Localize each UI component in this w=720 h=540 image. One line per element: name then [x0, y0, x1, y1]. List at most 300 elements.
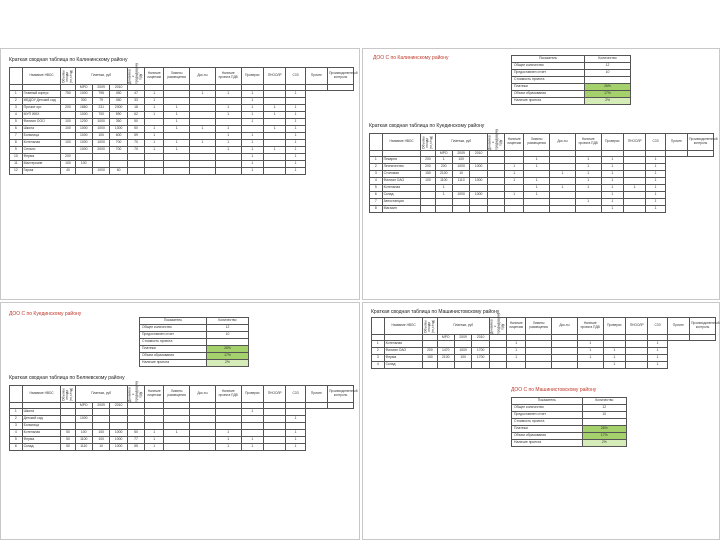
table-cell: 6: [10, 126, 23, 133]
table-cell: Котельная: [22, 430, 61, 437]
table-cell: 1: [164, 112, 190, 119]
header-cell: СЗЗ: [286, 68, 305, 85]
table-cell: [61, 147, 75, 154]
table-cell: [164, 161, 190, 168]
header-cell: Лимиты размещения: [164, 68, 190, 85]
table-cell: 1: [646, 206, 665, 213]
table-cell: 231: [92, 105, 109, 112]
table-cell: 1: [524, 192, 550, 199]
table-cell: [624, 178, 646, 185]
table-cell: [552, 362, 578, 369]
sheet-title: Краткая сводная таблица по Калининскому району: [9, 57, 128, 63]
table-cell: 1000: [75, 126, 92, 133]
table-cell: 1700: [472, 355, 489, 362]
table-cell: 1: [286, 444, 305, 451]
subheader-cell: 2009: [92, 85, 109, 91]
table-cell: [110, 409, 127, 416]
table-cell: [487, 171, 504, 178]
legend-row: [512, 440, 627, 447]
table-cell: [524, 206, 550, 213]
table-row: [10, 147, 354, 154]
header-cell: Наличие проекта ПДВ: [215, 68, 241, 85]
table-cell: [507, 362, 526, 369]
table-cell: 1110: [75, 444, 92, 451]
table-cell: 1: [286, 119, 305, 126]
table-cell: 1: [550, 171, 576, 178]
table-row: [372, 341, 716, 348]
table-cell: 1: [648, 348, 667, 355]
legend-row: [512, 91, 631, 98]
table-row: [370, 178, 714, 185]
legend-value: 12: [206, 325, 248, 332]
table-cell: 7: [370, 199, 383, 206]
table-cell: 1700: [472, 348, 489, 355]
legend-value: 2%: [582, 440, 626, 447]
table-cell: 1: [524, 164, 550, 171]
header-cell: Производственный контроль: [688, 134, 714, 151]
table-cell: [190, 416, 216, 423]
table-cell: [164, 91, 190, 98]
table-cell: 1: [190, 91, 216, 98]
table-cell: [145, 161, 164, 168]
table-row: [10, 437, 354, 444]
table-cell: 55: [127, 444, 144, 451]
table-row: [370, 206, 714, 213]
table-cell: [190, 105, 216, 112]
legend-header-cell: Показатель: [512, 398, 583, 405]
table-cell: 1000: [110, 430, 127, 437]
legend-table: [511, 55, 631, 105]
table-cell: 1: [575, 185, 601, 192]
table-cell: Ферма: [384, 355, 423, 362]
subheader-cell: 2010: [470, 151, 487, 157]
table-cell: [215, 119, 241, 126]
table-cell: 1: [145, 444, 164, 451]
header-cell: ПНООЛР: [264, 68, 286, 85]
legend-row: [512, 433, 627, 440]
table-cell: 1: [601, 178, 623, 185]
table-cell: [264, 140, 286, 147]
table-cell: 1: [286, 416, 305, 423]
table-cell: 18: [127, 105, 144, 112]
table-cell: 1: [601, 157, 623, 164]
table-cell: 1: [145, 430, 164, 437]
table-cell: [487, 185, 504, 192]
table-cell: 1: [646, 178, 665, 185]
table-cell: 1: [286, 112, 305, 119]
header-cell: Название НВОС: [382, 134, 421, 151]
legend-row: [140, 353, 249, 360]
table-cell: 200: [61, 105, 75, 112]
table-row: [10, 91, 354, 98]
legend-header-row: [512, 56, 631, 63]
header-cell: Платежи, руб: [75, 68, 127, 85]
table-cell: [264, 154, 286, 161]
legend-row: [140, 360, 249, 367]
table-cell: 1860: [75, 105, 92, 112]
table-cell: [190, 133, 216, 140]
table-cell: Филиал ОАО: [384, 348, 423, 355]
legend-value: 10: [582, 412, 626, 419]
header-cell: СЗЗ: [286, 386, 305, 403]
table-cell: Склад: [384, 362, 423, 369]
header-cell: Наличие проекта ПДВ: [577, 318, 603, 335]
table-cell: 1000: [75, 147, 92, 154]
table-cell: [241, 126, 263, 133]
table-cell: 1: [215, 112, 241, 119]
table-cell: 200: [421, 164, 435, 171]
table-row: [372, 355, 716, 362]
table-cell: [145, 119, 164, 126]
header-cell: [372, 318, 385, 335]
table-cell: Склад: [382, 192, 421, 199]
table-cell: [505, 185, 524, 192]
table-cell: [524, 171, 550, 178]
table-cell: 350: [110, 119, 127, 126]
table-row: [370, 171, 714, 178]
table-cell: [190, 430, 216, 437]
table-cell: Котельная: [384, 341, 423, 348]
table-cell: 5: [10, 119, 23, 126]
legend-value: 10: [206, 332, 248, 339]
table-cell: 1: [507, 355, 526, 362]
legend-header-row: [512, 398, 627, 405]
table-cell: 1: [215, 126, 241, 133]
table-cell: 1110: [452, 178, 469, 185]
legend-label: Платежи: [512, 84, 585, 91]
table-cell: [264, 430, 286, 437]
header-cell: Название НВОС: [384, 318, 423, 335]
table-cell: [127, 423, 144, 430]
table-cell: 4: [10, 430, 23, 437]
table-cell: [550, 199, 576, 206]
table-cell: [127, 154, 144, 161]
header-cell: СЗЗ: [648, 318, 667, 335]
table-cell: [470, 199, 487, 206]
table-cell: 6: [10, 444, 23, 451]
header-cell: Наличие проекта ПДВ: [575, 134, 601, 151]
header-cell: ПНООЛР: [264, 386, 286, 403]
table-cell: 1: [286, 147, 305, 154]
table-cell: 1: [435, 157, 452, 164]
table-cell: [264, 119, 286, 126]
table-cell: [454, 341, 471, 348]
table-cell: 1000: [75, 112, 92, 119]
header-cell: Динамика к предыдущему году: [127, 68, 144, 85]
legend-table: [139, 317, 249, 367]
table-cell: 2100: [437, 355, 454, 362]
table-cell: Главный корпус: [22, 91, 61, 98]
legend-label: Общее количество: [512, 405, 583, 412]
table-cell: 590: [110, 112, 127, 119]
table-cell: 700: [110, 147, 127, 154]
table-cell: [92, 416, 109, 423]
table-cell: 1: [577, 341, 603, 348]
table-cell: [489, 348, 506, 355]
table-cell: [241, 430, 263, 437]
header-cell: Производственный контроль: [690, 318, 716, 335]
table-cell: 2: [10, 98, 23, 105]
table-cell: [550, 164, 576, 171]
header-cell: Объемы отхода (тн,т/год): [421, 134, 435, 151]
table-cell: 1: [10, 91, 23, 98]
table-cell: [286, 409, 305, 416]
table-cell: [505, 157, 524, 164]
table-cell: 1000: [452, 192, 469, 199]
table-cell: 1100: [435, 178, 452, 185]
table-cell: 1: [241, 105, 263, 112]
table-cell: 100: [75, 161, 92, 168]
table-cell: [164, 444, 190, 451]
legend-row: [512, 405, 627, 412]
table-cell: [505, 206, 524, 213]
table-cell: [61, 98, 75, 105]
table-cell: 1: [286, 161, 305, 168]
legend-value: 12: [585, 63, 631, 70]
table-cell: 100: [61, 161, 75, 168]
table-cell: [437, 341, 454, 348]
table-cell: [423, 362, 437, 369]
table-cell: [92, 154, 109, 161]
table-cell: 1: [524, 157, 550, 164]
sheet-kuedinsky: [362, 48, 720, 300]
table-cell: Склад: [22, 444, 61, 451]
table-cell: 79: [92, 98, 109, 105]
table-cell: 1: [264, 147, 286, 154]
table-cell: 1: [215, 437, 241, 444]
table-cell: МУП ЖКХ: [22, 112, 61, 119]
table-cell: 50: [127, 119, 144, 126]
table-cell: 300: [75, 98, 92, 105]
legend-value: 2%: [585, 98, 631, 105]
table-cell: Пекарня: [382, 157, 421, 164]
table-cell: 1000: [454, 348, 471, 355]
table-cell: [505, 199, 524, 206]
legend-value: 17%: [206, 353, 248, 360]
legend-row: [512, 419, 627, 426]
sheet-mashinistovsky: [362, 302, 720, 540]
table-cell: 1: [601, 185, 623, 192]
table-cell: Филиал ООО: [22, 119, 61, 126]
header-cell: ПНООЛР: [626, 318, 648, 335]
table-cell: 1: [601, 171, 623, 178]
table-cell: [215, 416, 241, 423]
sheet-kalininsky: [0, 48, 360, 300]
table-cell: [264, 133, 286, 140]
table-cell: 11: [10, 161, 23, 168]
table-cell: [487, 164, 504, 171]
table-cell: 1: [241, 98, 263, 105]
table-cell: 9: [10, 147, 23, 154]
summary-table: [9, 381, 358, 451]
table-cell: [552, 341, 578, 348]
table-cell: 1: [164, 105, 190, 112]
table-cell: 1000: [470, 192, 487, 199]
table-cell: 1: [601, 164, 623, 171]
header-cell: Платежи, руб: [435, 134, 487, 151]
header-cell: Проверки: [601, 134, 623, 151]
table-cell: [215, 98, 241, 105]
table-cell: 1: [241, 154, 263, 161]
table-cell: [487, 178, 504, 185]
table-cell: 1: [164, 430, 190, 437]
table-cell: 1: [264, 112, 286, 119]
table-cell: 3: [372, 355, 385, 362]
table-cell: 100: [61, 126, 75, 133]
summary-table: [9, 63, 358, 175]
table-cell: 1: [145, 105, 164, 112]
table-row: [10, 444, 354, 451]
subheader-cell: 2009: [452, 151, 469, 157]
table-cell: 1000: [470, 164, 487, 171]
table-cell: 2: [370, 164, 383, 171]
table-cell: 1: [603, 362, 625, 369]
sheet-title: Краткая сводная таблица по Беляевскому району: [9, 375, 125, 381]
table-cell: 1: [577, 355, 603, 362]
table-cell: Больница: [22, 423, 61, 430]
table-cell: 1: [524, 185, 550, 192]
table-cell: 1: [601, 192, 623, 199]
table-cell: 1: [286, 140, 305, 147]
legend-label: Платежи: [512, 426, 583, 433]
legend-value: 10: [585, 70, 631, 77]
header-cell: Название НВОС: [22, 68, 61, 85]
table-cell: [624, 171, 646, 178]
table-row: [10, 168, 354, 175]
table-cell: [624, 192, 646, 199]
legend-row: [512, 70, 631, 77]
header-cell: [10, 68, 23, 85]
table-cell: [452, 206, 469, 213]
table-cell: 100: [92, 430, 109, 437]
table-cell: [264, 423, 286, 430]
table-cell: [215, 423, 241, 430]
header-cell: Динамика к предыдущему году: [487, 134, 504, 151]
legend-row: [140, 339, 249, 346]
table-row: [10, 105, 354, 112]
table-cell: [61, 133, 75, 140]
table-cell: Котельная: [382, 185, 421, 192]
header-cell: Прочее: [667, 318, 689, 335]
table-cell: 1: [264, 105, 286, 112]
table-cell: 3: [10, 423, 23, 430]
table-cell: 1: [215, 444, 241, 451]
table-cell: 2100: [435, 171, 452, 178]
table-cell: [550, 157, 576, 164]
legend-row: [512, 84, 631, 91]
table-cell: 40: [61, 168, 75, 175]
table-cell: МБДОУ Детский сад: [22, 98, 61, 105]
table-cell: 1: [241, 444, 263, 451]
subheader-cell: [328, 85, 354, 91]
table-row: [370, 199, 714, 206]
table-cell: [264, 437, 286, 444]
subheader-cell: 2010: [110, 403, 127, 409]
table-cell: [603, 341, 625, 348]
table-cell: 2300: [110, 105, 127, 112]
table-cell: 50: [61, 444, 75, 451]
table-row: [10, 161, 354, 168]
table-cell: 100: [454, 355, 471, 362]
table-cell: 5: [370, 185, 383, 192]
table-cell: 795: [92, 91, 109, 98]
subheader-cell: [665, 151, 687, 157]
table-cell: [454, 362, 471, 369]
table-cell: [145, 409, 164, 416]
table-cell: 1300: [110, 126, 127, 133]
header-row: [10, 68, 354, 85]
table-cell: [215, 161, 241, 168]
subheader-cell: [305, 85, 327, 91]
table-row: [370, 164, 714, 171]
table-cell: [487, 206, 504, 213]
table-cell: 1: [241, 409, 263, 416]
table-cell: 1: [215, 147, 241, 154]
legend-label: Наличие проекта: [140, 360, 207, 367]
header-cell: Док-ты: [190, 68, 216, 85]
header-cell: Лимиты размещения: [526, 318, 552, 335]
header-cell: Проверки: [241, 386, 263, 403]
table-cell: [470, 157, 487, 164]
legend-value: 12: [582, 405, 626, 412]
table-cell: 200: [421, 157, 435, 164]
table-cell: 1: [575, 199, 601, 206]
header-cell: Динамика к предыдущему году: [127, 386, 144, 403]
table-cell: 12: [10, 168, 23, 175]
legend-value: 26%: [582, 426, 626, 433]
legend-label: Наличие проекта: [512, 440, 583, 447]
table-cell: 1000: [110, 437, 127, 444]
table-cell: Ферма: [22, 437, 61, 444]
table-row: [370, 157, 714, 164]
table-cell: 1: [370, 157, 383, 164]
legend-value: 26%: [585, 84, 631, 91]
table-cell: [127, 168, 144, 175]
header-cell: Название НВОС: [22, 386, 61, 403]
table-cell: Детский сад: [22, 416, 61, 423]
header-cell: Производственный контроль: [328, 386, 354, 403]
table-cell: Школа: [22, 126, 61, 133]
table-cell: [145, 416, 164, 423]
legend-value: 26%: [206, 346, 248, 353]
table-cell: [524, 199, 550, 206]
legend-label: Наличие проекта: [512, 98, 585, 105]
table-row: [10, 140, 354, 147]
table-cell: 60: [110, 168, 127, 175]
table-cell: Школа: [22, 409, 61, 416]
table-cell: 50: [127, 430, 144, 437]
table-cell: 1: [241, 112, 263, 119]
subheader-cell: 2010: [110, 85, 127, 91]
header-cell: Производственный контроль: [328, 68, 354, 85]
table-cell: 1: [575, 164, 601, 171]
table-cell: 1: [241, 119, 263, 126]
subheader-cell: 2009: [92, 403, 109, 409]
table-cell: [190, 437, 216, 444]
summary-table: [371, 313, 720, 369]
table-cell: [61, 423, 75, 430]
header-cell: Док-ты: [552, 318, 578, 335]
header-cell: Проверки: [603, 318, 625, 335]
table-cell: 8: [10, 140, 23, 147]
legend-row: [512, 412, 627, 419]
table-cell: 1: [575, 157, 601, 164]
table-cell: 750: [61, 91, 75, 98]
legend-label: Стоимость проекта: [512, 419, 583, 426]
table-cell: 1100: [75, 437, 92, 444]
table-cell: [452, 199, 469, 206]
table-cell: Ферма: [22, 154, 61, 161]
